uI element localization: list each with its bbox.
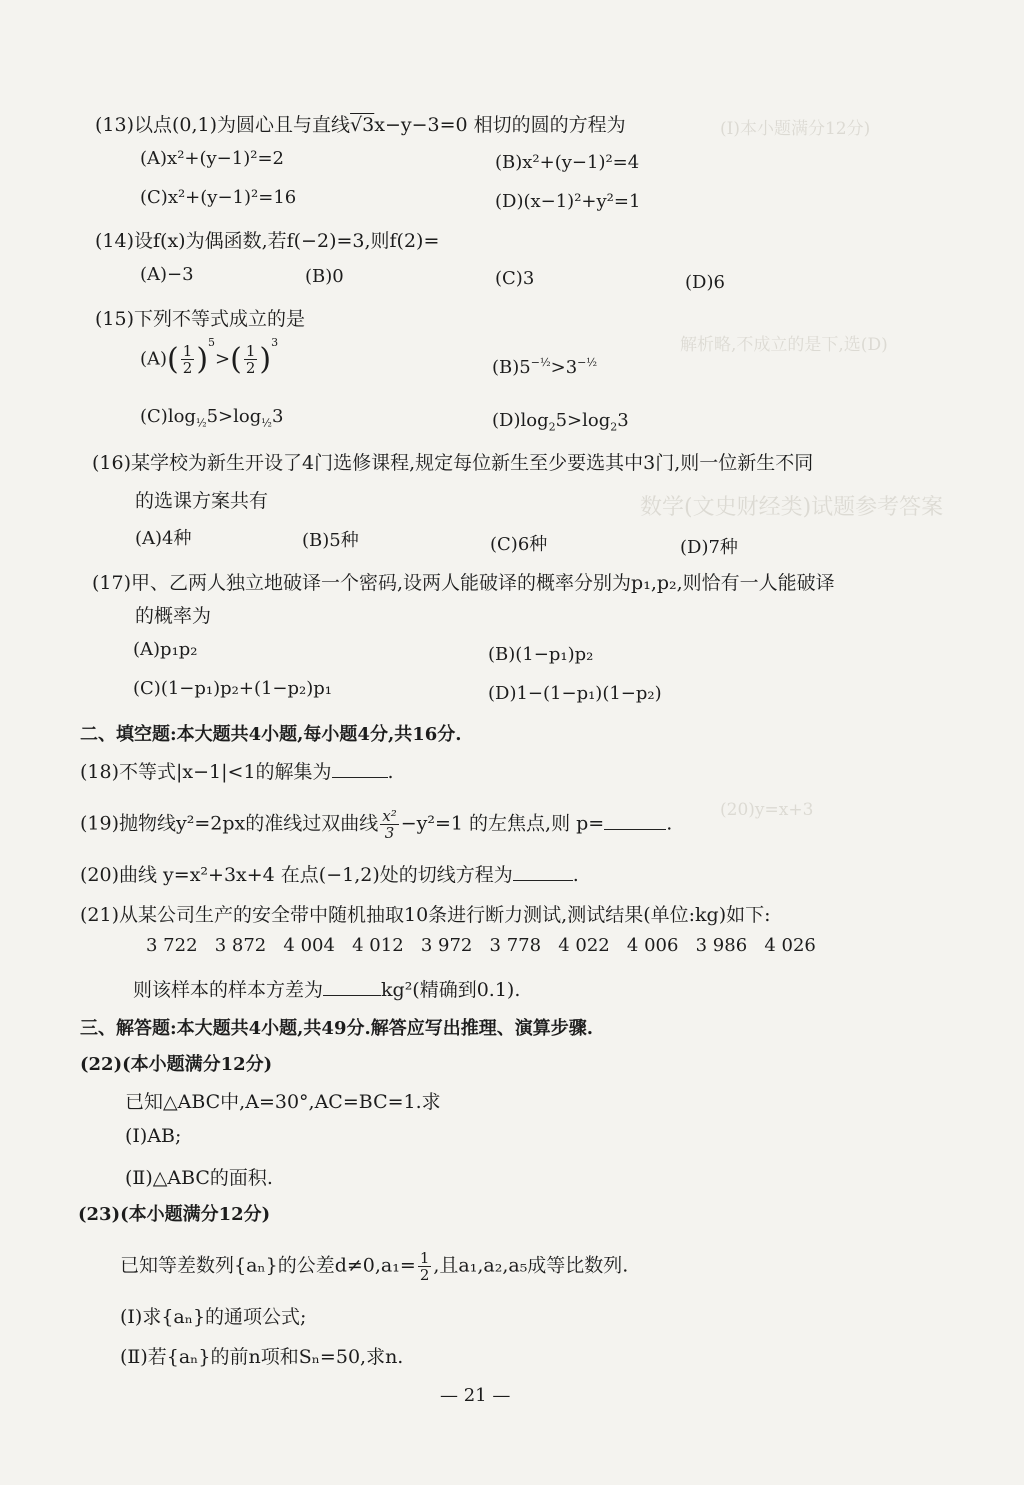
q19-post: −y²=1 的左焦点,则 p= xyxy=(400,812,605,835)
answer-blank xyxy=(604,813,666,830)
q13-option-d: (D)(x−1)²+y²=1 xyxy=(495,191,641,212)
question-17-stem-line1: (17)甲、乙两人独立地破译一个密码,设两人能破译的概率分别为p₁,p₂,则恰有一人能破译 xyxy=(92,572,835,594)
question-23-body: 已知等差数列{aₙ}的公差d≠0,a₁= $\frac{1}{2}$ ,且a₁,a₂,a₅成等比数列. xyxy=(120,1249,629,1284)
sqrt3-symbol: √3 xyxy=(350,114,375,136)
data-value: 3 986 xyxy=(695,935,748,956)
q15-option-a-label: (A) xyxy=(140,348,168,370)
answer-blank xyxy=(513,864,573,881)
q21-tail-pre: 则该样本的样本方差为 xyxy=(133,979,324,1001)
q20-text: (20)曲线 y=x²+3x+4 在点(−1,2)处的切线方程为 xyxy=(80,864,513,886)
question-16-stem-line1: (16)某学校为新生开设了4门选修课程,规定每位新生至少要选其中3门,则一位新生不同 xyxy=(92,452,814,474)
q14-option-d: (D)6 xyxy=(685,272,725,293)
q17-option-a: (A)p₁p₂ xyxy=(133,639,198,660)
q15-option-a: (A)( $\frac{1}{2}$ )$^5$>( $\frac{1}{2}$ )$^3$ xyxy=(140,335,279,377)
q16-option-a: (A)4种 xyxy=(135,528,192,549)
q21-data-row xyxy=(146,935,816,956)
q17-option-d: (D)1−(1−p₁)(1−p₂) xyxy=(488,683,662,704)
q13-option-a: (A)x²+(y−1)²=2 xyxy=(140,148,284,169)
data-value: 4 026 xyxy=(764,935,816,956)
data-value: 3 872 xyxy=(214,935,267,956)
data-value: 4 012 xyxy=(352,935,404,956)
q13-option-b: (B)x²+(y−1)²=4 xyxy=(495,152,640,173)
question-13-stem xyxy=(95,110,626,137)
q14-option-a: (A)−3 xyxy=(140,264,194,285)
q14-option-b: (B)0 xyxy=(305,266,344,287)
answer-blank xyxy=(332,761,388,778)
q18-text: (18)不等式|x−1|<1的解集为 xyxy=(80,761,332,783)
q23-body-post: ,且a₁,a₂,a₅成等比数列. xyxy=(433,1254,629,1277)
question-19: (19)抛物线y²=2px的准线过双曲线 $\frac{\text{x²}}{3}$ −y²=1 的左焦点,则 p= . xyxy=(80,807,673,842)
data-value: 4 006 xyxy=(626,935,679,956)
question-14-stem: (14)设f(x)为偶函数,若f(−2)=3,则f(2)= xyxy=(95,230,440,252)
q15-option-d: $(D)\log_25>\log_23$ xyxy=(492,410,629,434)
data-value: 4 022 xyxy=(558,935,610,956)
question-22-header: (22)(本小题满分12分) xyxy=(80,1054,273,1075)
q23-part-2: (Ⅱ)若{aₙ}的前n项和Sₙ=50,求n. xyxy=(120,1346,404,1368)
q13-option-c: (C)x²+(y−1)²=16 xyxy=(140,187,297,208)
data-value: 4 004 xyxy=(283,935,335,956)
q16-option-c: (C)6种 xyxy=(490,534,548,555)
answer-blank xyxy=(323,979,381,996)
page-number: — 21 — xyxy=(440,1385,511,1406)
data-value: 3 722 xyxy=(146,935,198,956)
q21-tail-post: kg²(精确到0.1). xyxy=(381,979,521,1001)
bleed-through-text: 数学(文史财经类)试题参考答案 xyxy=(640,495,944,520)
data-value: 3 778 xyxy=(489,935,542,956)
question-22-body: 已知△ABC中,A=30°,AC=BC=1.求 xyxy=(125,1091,441,1113)
bleed-through-text: (Ⅰ)本小题满分12分) xyxy=(720,119,871,139)
question-21-stem: (21)从某公司生产的安全带中随机抽取10条进行断力测试,测试结果(单位:kg)如下: xyxy=(80,904,771,926)
question-17-stem-line2: 的概率为 xyxy=(135,605,212,627)
data-value: 3 972 xyxy=(420,935,473,956)
q15-option-b: $(B)5^{-\frac{1}{2}}>3^{-\frac{1}{2}}$ xyxy=(492,356,598,378)
q16-option-b: (B)5种 xyxy=(302,530,359,551)
question-16-stem-line2: 的选课方案共有 xyxy=(135,490,269,512)
question-23-header: (23)(本小题满分12分) xyxy=(78,1204,271,1225)
bleed-through-text: 解析略,不成立的是下,选(D) xyxy=(680,335,888,355)
q21-tail xyxy=(133,975,520,1002)
q15-option-c: $(C)\log_{\frac{1}{2}}5>\log_{\frac{1}{2}}3$ xyxy=(140,406,284,430)
q14-option-c: (C)3 xyxy=(495,268,535,289)
question-15-stem: (15)下列不等式成立的是 xyxy=(95,308,306,330)
q13-stem-post: x−y−3=0 相切的圆的方程为 xyxy=(374,114,626,136)
question-20: (20)曲线 y=x²+3x+4 在点(−1,2)处的切线方程为 . xyxy=(80,864,579,886)
q17-option-b: (B)(1−p₁)p₂ xyxy=(488,644,594,665)
bleed-through-text: (20)y=x+3 xyxy=(720,800,814,820)
q16-option-d: (D)7种 xyxy=(680,537,738,558)
q17-option-c: (C)(1−p₁)p₂+(1−p₂)p₁ xyxy=(133,678,333,699)
question-18: (18)不等式|x−1|<1的解集为 . xyxy=(80,761,394,783)
q23-part-1: (Ⅰ)求{aₙ}的通项公式; xyxy=(120,1306,307,1328)
q13-stem-pre: (13)以点(0,1)为圆心且与直线 xyxy=(95,114,351,136)
q22-part-1: (Ⅰ)AB; xyxy=(125,1125,182,1147)
section-2-heading: 二、填空题:本大题共4小题,每小题4分,共16分. xyxy=(80,724,462,745)
q23-body-pre: 已知等差数列{aₙ}的公差d≠0,a₁= xyxy=(120,1254,416,1277)
q19-pre: (19)抛物线y²=2px的准线过双曲线 xyxy=(80,812,379,835)
section-3-heading: 三、解答题:本大题共4小题,共49分.解答应写出推理、演算步骤. xyxy=(80,1018,594,1039)
q22-part-2: (Ⅱ)△ABC的面积. xyxy=(125,1167,273,1189)
